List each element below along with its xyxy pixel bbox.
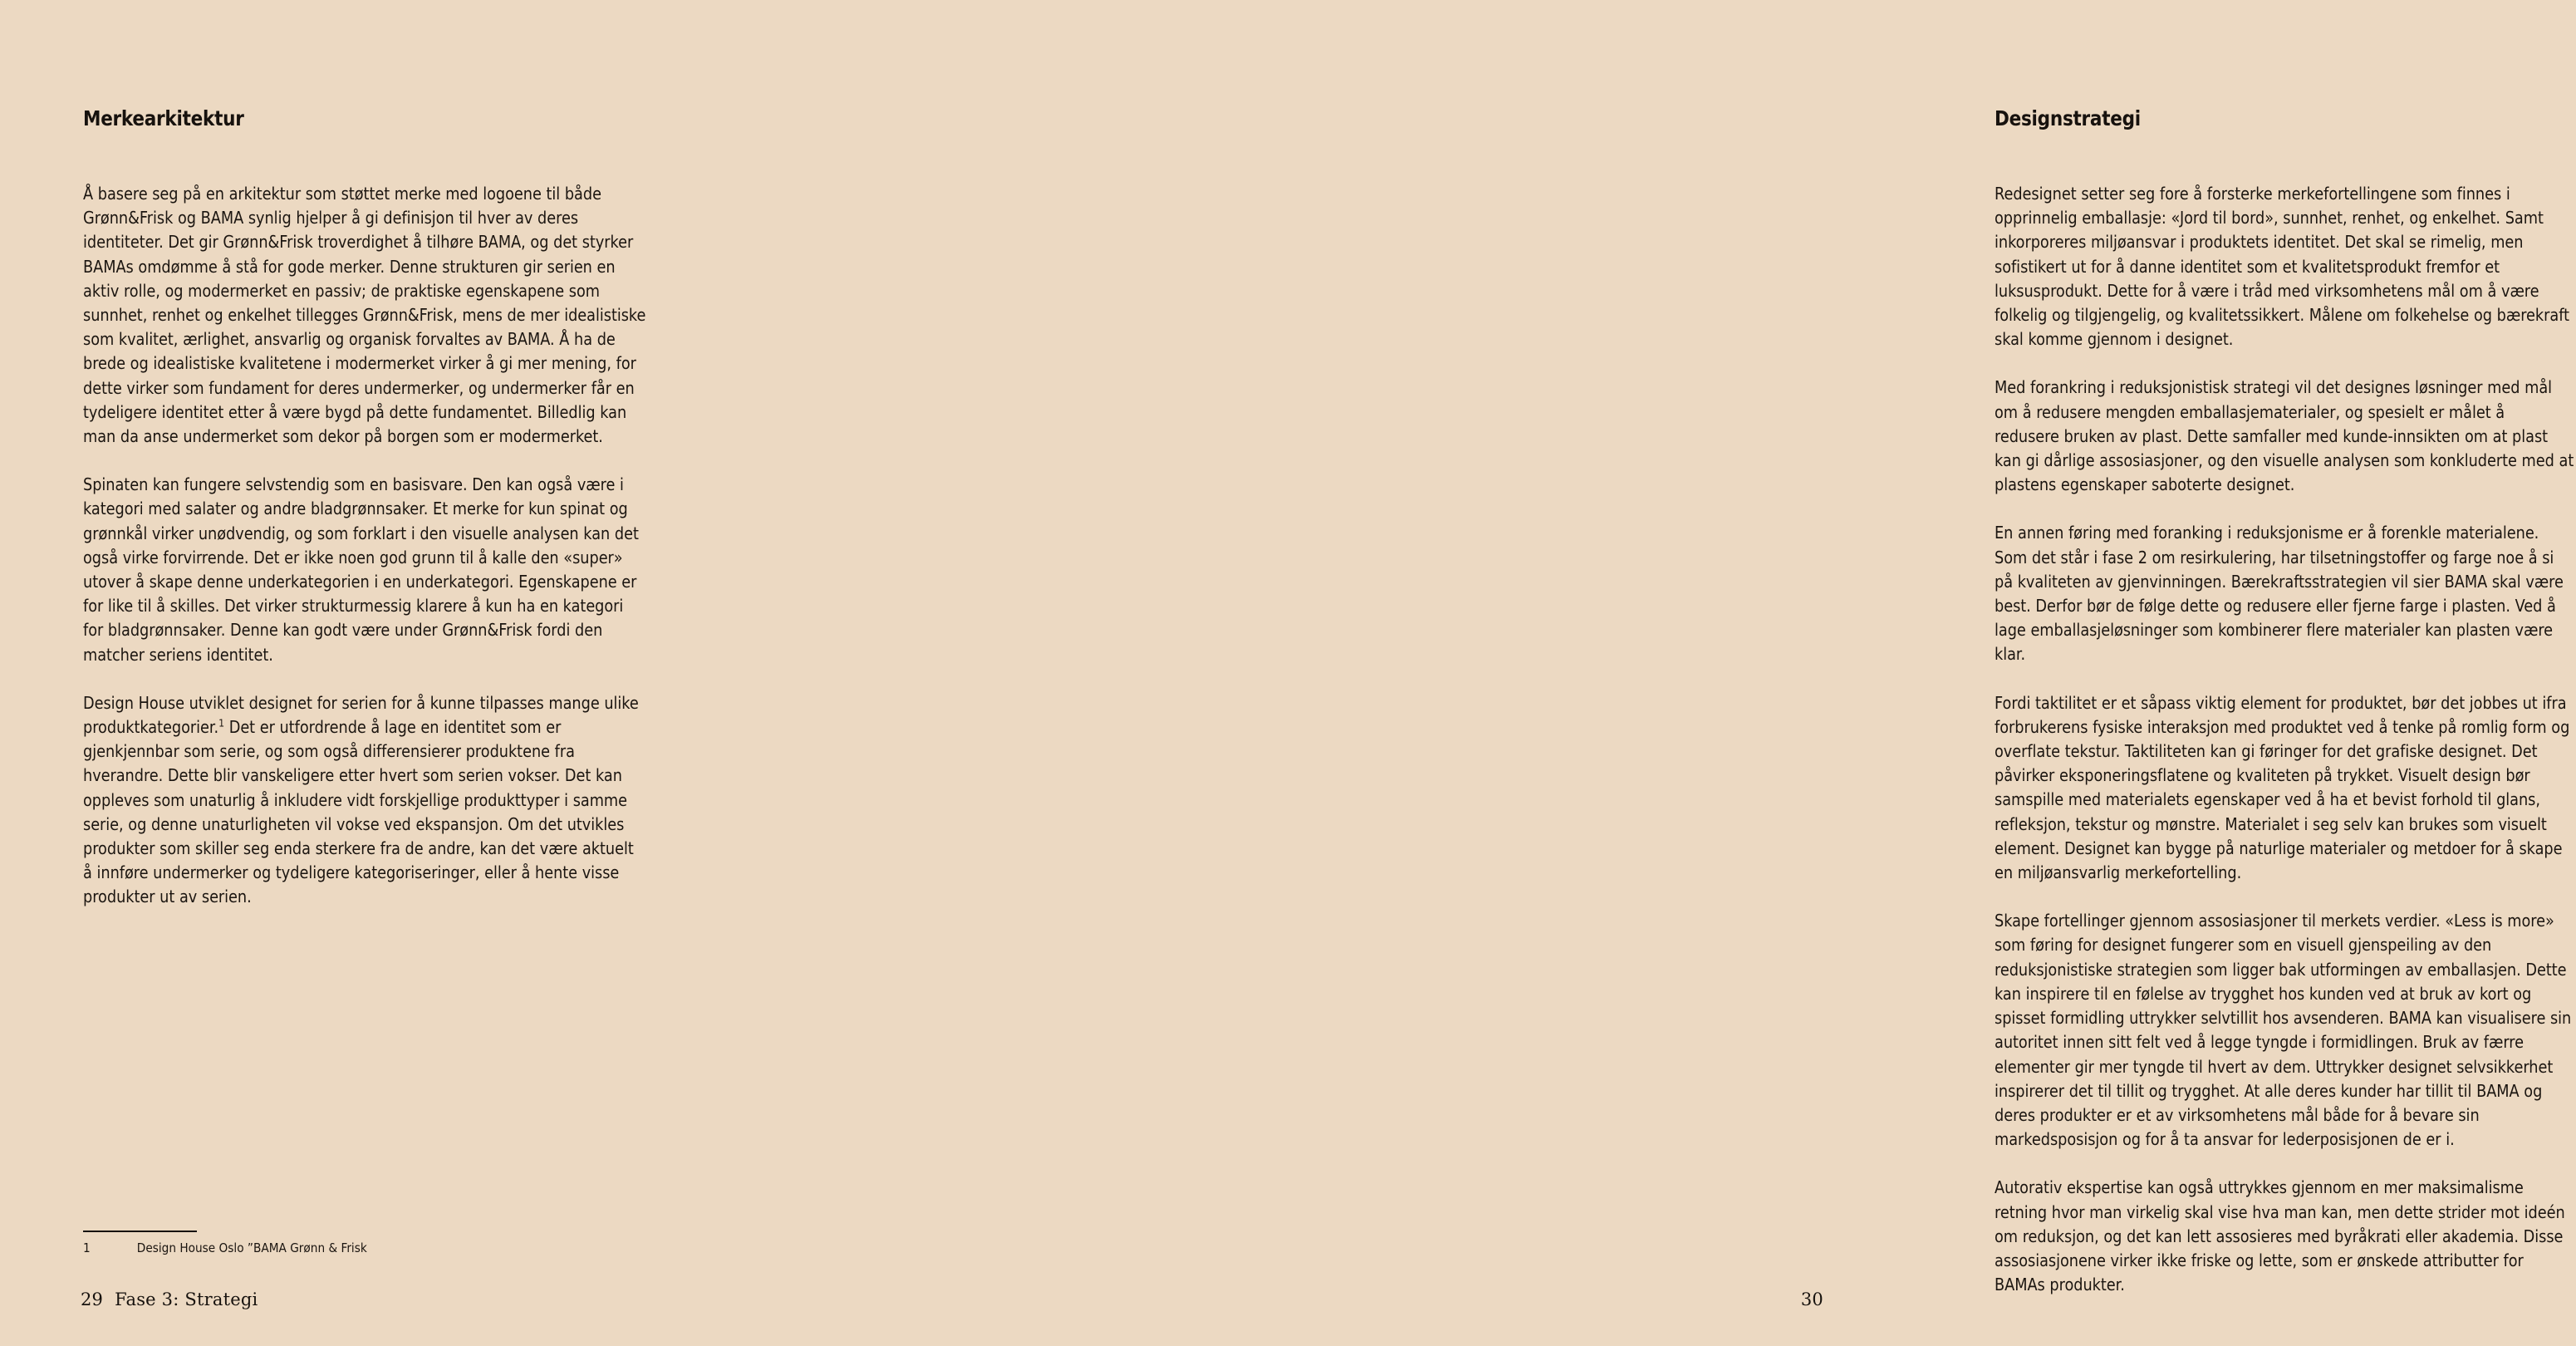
right-page-footer (1801, 1290, 1823, 1309)
right-page (952, 0, 2574, 1346)
footnote-reference[interactable]: 1 (218, 716, 225, 729)
paragraph: Autorativ ekspertise kan også uttrykkes gjennom en mer maksimalisme retning hvor man virkelig skal vise hva man kan, men dette strider mot ideén om reduksjon, og det kan lett assosieres med byråkrati eller akademia. Disse assosiasjonene virker ikke friske og lette, som er ønskede attributter for BAMAs produkter. (1994, 1177, 2565, 1295)
paragraph: Med forankring i reduksjonistisk strategi vil det designes løsninger med mål om å redusere mengden emballasjematerialer, og spesielt er målet å redusere bruken av plast. Dette samfaller med kunde-innsikten om at plast kan gi dårlige assosiasjoner, og den visuelle analysen som konkluderte med at plastens egenskaper saboterte designet. (1994, 377, 2574, 495)
left-page-footer (81, 1290, 258, 1309)
page-title: Merkearkitektur (83, 106, 244, 130)
paragraph-with-footnote (83, 691, 646, 910)
footnote-number: 1 (83, 1240, 91, 1255)
right-column (1995, 106, 2576, 1297)
page-number: 30 (1800, 1290, 1823, 1309)
page-title: Designstrategi (1994, 106, 2141, 130)
footnote-block (83, 1231, 665, 1256)
footnote-entry (83, 1240, 606, 1256)
footnote-text: Design House Oslo ”BAMA Grønn & Frisk (136, 1240, 367, 1255)
paragraph-text-before-footnote: Design House utviklet designet for serien for å kunne tilpasses mange ulike produktkategorier. (83, 692, 639, 738)
paragraph: En annen føring med foranking i reduksjonisme er å forenkle materialene. Som det står i fase 2 om resirkulering, har tilsetningstoffer og farge noe å si på kvaliteten av gjenvinningen. Bærekraftsstrategien vil sier BAMA skal være best. Derfor bør de følge dette og redusere eller fjerne farge i plasten. Ved å lage emballasjeløsninger som kombinerer flere materialer kan plasten være klar. (1994, 523, 2564, 665)
paragraph: Redesignet setter seg fore å forsterke merkefortellingene som finnes i opprinnelig emballasje: «Jord til bord», sunnhet, renhet, og enkelhet. Samt inkorporeres miljøansvar i produktets identitet. Det skal se rimelig, men sofistikert ut for å danne identitet som et kvalitetsprodukt fremfor et luksusprodukt. Dette for å være i tråd med virksomhetens mål om å være folkelig og tilgjengelig, og kvalitetssikkert. Målene om folkehelse og bærekraft skal komme gjennom i designet. (1994, 184, 2569, 350)
left-column (83, 106, 648, 910)
page-number: 29 (81, 1290, 104, 1309)
paragraph: Skape fortellinger gjennom assosiasjoner til merkets verdier. «Less is more» som føring for designet fungerer som en visuell gjenspeiling av den reduksjonistiske strategien som ligger bak utformingen av emballasjen. Dette kan inspirere til en følelse av trygghet hos kunden ved at bruk av kort og spisset formidling uttrykker selvtillit hos avsenderen. BAMA kan visualisere sin autoritet innen sitt felt ved å legge tyngde i formidlingen. Bruk av færre elementer gir mer tyngde til hvert av dem. Uttrykker designet selvsikkerhet inspirerer det til tillit og trygghet. At alle deres kunder har tillit til BAMA og deres produkter er et av virksomhetens mål både for å bevare sin markedsposisjon og for å ta ansvar for lederposisjonen de er i. (1994, 911, 2571, 1150)
section-label: Fase 3: Strategi (115, 1290, 258, 1309)
left-page (0, 0, 952, 1346)
paragraph-text-after-footnote: Det er utfordrende å lage en identitet som er gjenkjennbar som serie, og som også differensierer produktene fra hverandre. Dette blir vanskeligere etter hvert som serien vokser. Det kan oppleves som unaturlig å inkludere vidt forskjellige produkttyper i samme serie, og denne unaturligheten vil vokse ved ekspansjon. Om det utvikles produkter som skiller seg enda sterkere fra de andre, kan det være aktuelt å innføre undermerker og tydeligere kategoriseringer, eller å hente visse produkter ut av serien. (83, 717, 634, 907)
footnote-divider (83, 1231, 197, 1232)
paragraph: Fordi taktilitet er et såpass viktig element for produktet, bør det jobbes ut ifra forbrukerens fysiske interaksjon med produktet ved å tenke på romlig form og overflate tekstur. Taktiliteten kan gi føringer for det grafiske designet. Det påvirker eksponeringsflatene og kvaliteten på trykket. Visuelt design bør samspille med materialets egenskaper ved å ha et bevist forhold til glans, refleksjon, tekstur og mønstre. Materialet i seg selv kan brukes som visuelt element. Designet kan bygge på naturlige materialer og metdoer for å skape en miljøansvarlig merkefortelling. (1994, 692, 2569, 883)
paragraph: Spinaten kan fungere selvstendig som en basisvare. Den kan også være i kategori med salater og andre bladgrønnsaker. Et merke for kun spinat og grønnkål virker unødvendig, og som forklart i den visuelle analysen kan det også virke forvirrende. Det er ikke noen god grunn til å kalle den «super» utover å skape denne underkategorien i en underkategori. Egenskapene er for like til å skilles. Det virker strukturmessig klarere å kun ha en kategori for bladgrønnsaker. Denne kan godt være under Grønn&Frisk fordi den matcher seriens identitet. (83, 474, 639, 665)
paragraph: Å basere seg på en arkitektur som støttet merke med logoene til både Grønn&Frisk og BAMA synlig hjelper å gi definisjon til hver av deres identiteter. Det gir Grønn&Frisk troverdighet å tilhøre BAMA, og det styrker BAMAs omdømme å stå for gode merker. Denne strukturen gir serien en aktiv rolle, og modermerket en passiv; de praktiske egenskapene som sunnhet, renhet og enkelhet tillegges Grønn&Frisk, mens de mer idealistiske som kvalitet, ærlighet, ansvarlig og organisk forvaltes av BAMA. Å ha de brede og idealistiske kvalitetene i modermerket virker å gi mer mening, for dette virker som fundament for deres undermerker, og undermerker får en tydeligere identitet etter å være bygd på dette fundamentet. Billedlig kan man da anse undermerket som dekor på borgen som er modermerket. (83, 184, 646, 447)
